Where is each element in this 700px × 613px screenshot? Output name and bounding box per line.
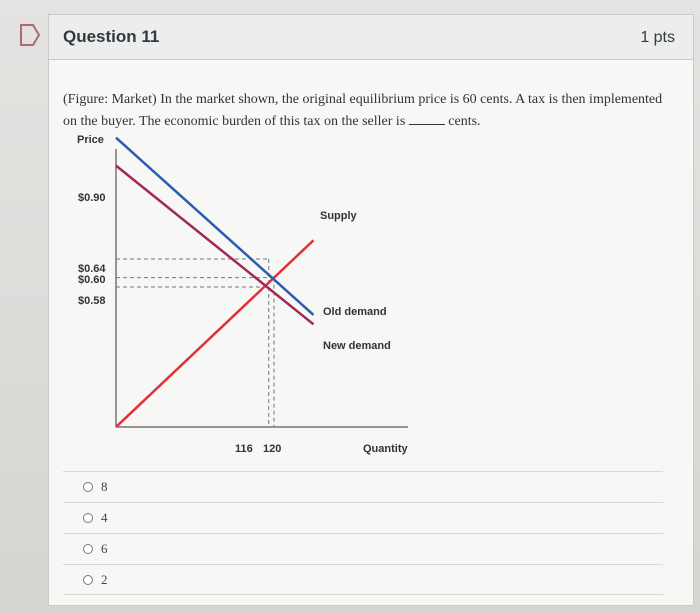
question-text	[63, 89, 673, 133]
answer-label: 4	[101, 510, 108, 525]
answer-option-3[interactable]	[63, 533, 663, 564]
supply-label: Supply	[320, 210, 357, 222]
supply-line	[116, 240, 314, 427]
radio-button[interactable]	[83, 544, 93, 554]
x-axis-label: Quantity	[363, 443, 408, 455]
radio-button[interactable]	[83, 482, 93, 492]
question-text-body: (Figure: Market) In the market shown, the original equilibrium price is 60 cents. A tax is then implemented on the buyer. The economic burden of this tax on the seller is	[63, 92, 663, 129]
radio-button[interactable]	[83, 575, 93, 585]
y-tick-090: $0.90	[78, 192, 106, 204]
old-demand-label: Old demand	[323, 306, 387, 318]
y-axis-label: Price	[77, 134, 104, 146]
question-text-end: cents.	[448, 114, 481, 129]
market-chart	[63, 129, 423, 459]
answer-list	[63, 471, 663, 595]
answer-option-2[interactable]	[63, 502, 663, 533]
new-demand-line	[116, 166, 314, 325]
radio-button[interactable]	[83, 513, 93, 523]
bookmark-flag-icon[interactable]	[18, 22, 42, 48]
answer-label: 6	[101, 541, 108, 556]
x-tick-116: 116	[235, 443, 253, 455]
x-tick-120: 120	[263, 443, 282, 455]
question-card	[48, 14, 694, 606]
y-tick-060: $0.60	[78, 274, 106, 286]
market-figure	[63, 129, 423, 464]
answer-option-4[interactable]	[63, 564, 663, 595]
new-demand-label: New demand	[323, 340, 391, 352]
question-header	[49, 15, 693, 60]
y-tick-058: $0.58	[78, 295, 106, 307]
answer-label: 8	[101, 479, 108, 494]
question-title: Question 11	[63, 27, 160, 46]
y-tick-064: $0.64	[78, 263, 106, 275]
answer-option-1[interactable]	[63, 471, 663, 502]
answer-blank	[409, 112, 445, 125]
question-points: 1 pts	[640, 29, 675, 46]
old-demand-line	[116, 138, 314, 315]
answer-label: 2	[101, 571, 108, 587]
